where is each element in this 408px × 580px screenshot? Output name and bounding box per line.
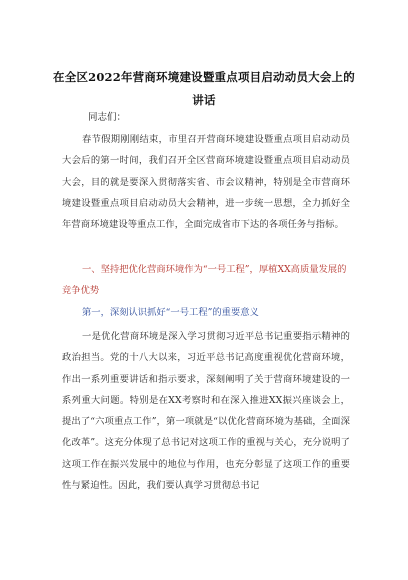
document-title	[40, 66, 368, 112]
subsection-heading-1: 第一，深刻认识抓好“一号工程”的重要意义	[82, 307, 259, 318]
title-line-2: 讲话	[192, 93, 216, 107]
paragraph-body: 一是优化营商环境是深入学习贯彻习近平总书记重要指示精神的政治担当。党的十八大以来，习近平总书记高度重视优化营商环境，作出一系列重要讲话和指示要求，深刻阐明了关于营商环境建设的一系列重大问题。特别是在XX考察时和在深入推进XX振兴座谈会上，提出了“六项重点工作”，第一项就是“以优化营商环境为基础，全面深化改革”。这充分体现了总书记对这项工作的重视与关心，充分说明了这项工作在振兴发展中的地位与作用，也充分彰显了这项工作的重要性与紧迫性。因此，我们要认真学习贯彻总书记	[62, 331, 350, 492]
section-heading-1: 一、坚持把优化营商环境作为“一号工程”，厚植XX高质量发展的竞争优势	[62, 264, 347, 296]
title-line-1: 在全区2022年营商环境建设暨重点项目启动动员大会上的	[53, 70, 355, 84]
salutation: 同志们：	[88, 112, 127, 123]
paragraph-intro: 春节假期刚刚结束，市里召开营商环境建设暨重点项目启动动员大会后的第一时间，我们召开全区营商环境建设暨重点项目启动动员大会，目的就是要深入贯彻落实省、市会议精神，特别是全市营商环境建设暨重点项目启动动员大会精神，进一步统一思想，全力抓好全年营商环境建设等重点工作，全面完成省市下达的各项任务与指标。	[62, 134, 350, 231]
